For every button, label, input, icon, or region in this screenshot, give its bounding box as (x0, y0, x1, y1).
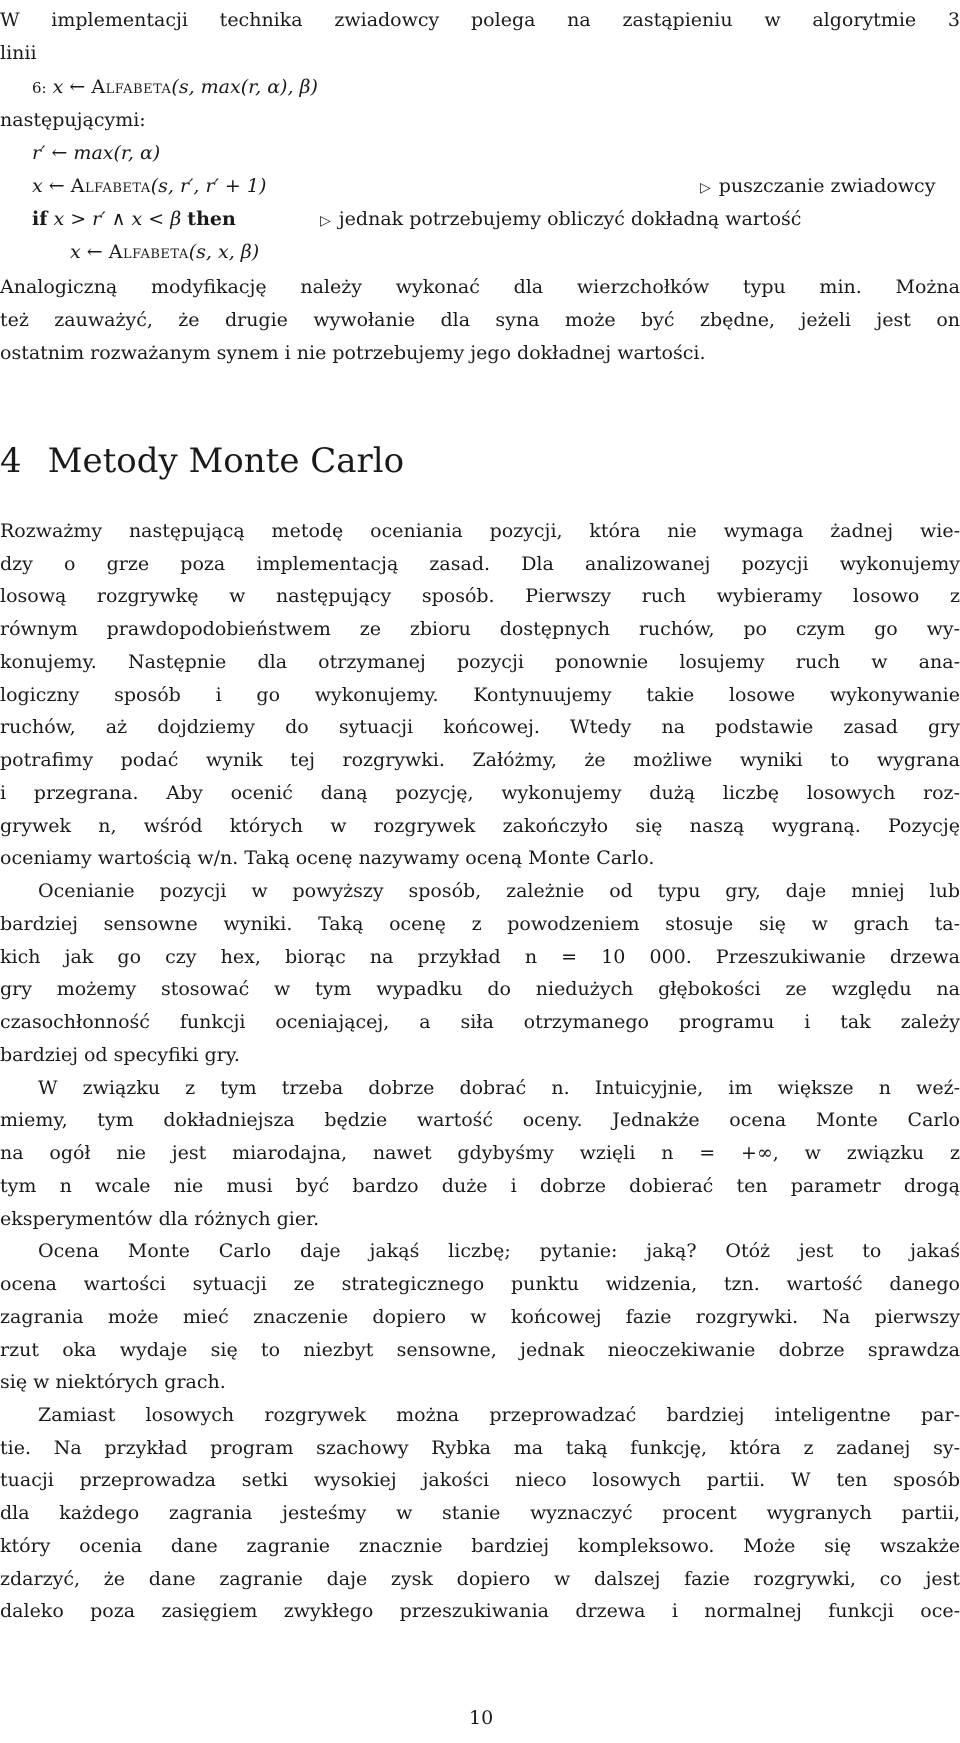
intro-line-1: W implementacji technika zwiadowcy polega na zastąpieniu w algorytmie 3 (0, 9, 960, 31)
code-args: (s, max(r, α), β) (171, 76, 318, 98)
page-number: 10 (469, 1707, 494, 1729)
body-line: kich jak go czy hex, biorąc na przykład n = 10 000. Przeszukiwanie drzewa (0, 945, 960, 968)
body-line: tym n wcale nie musi być bardzo duże i dobrze dobierać ten parametr drogą (0, 1174, 960, 1197)
body-line: czasochłonność funkcji oceniającej, a siła otrzymanego programu i tak zależy (0, 1011, 960, 1034)
body-line: logiczny sposób i go wykonujemy. Kontynuujemy takie losowe wykonywanie (0, 683, 960, 706)
body-line: bardziej od specyfiki gry. (0, 1043, 240, 1066)
body-line: eksperymentów dla różnych gier. (0, 1207, 320, 1230)
assign-arrow: ← (69, 76, 86, 98)
code-args: (s, r′, r′ + 1) (150, 175, 267, 197)
comment-text: puszczanie zwiadowcy (718, 175, 936, 197)
intro-line-2: linii (0, 42, 37, 64)
paragraph-line: ostatnim rozważanym synem i nie potrzebujemy jego dokładnej wartości. (0, 342, 706, 364)
code-function-name: Alfabeta (108, 241, 189, 263)
body-line: konujemy. Następnie dla otrzymanej pozycji ponownie losujemy ruch w ana- (0, 650, 960, 673)
code-var: x (32, 175, 43, 197)
code-args: (s, x, β) (188, 241, 260, 263)
code-original-line (32, 75, 318, 100)
body-line: i przegrana. Aby ocenić daną pozycję, wykonujemy dużą liczbę losowych roz- (0, 781, 960, 804)
code-condition: x > r′ ∧ x < β (53, 208, 182, 230)
body-line: potrafimy podać wynik tej rozgrywki. Załóżmy, że możliwe wyniki to wygrana (0, 749, 960, 772)
body-line: Zamiast losowych rozgrywek można przeprowadzać bardziej inteligentne par- (38, 1403, 960, 1426)
assign-arrow: ← (51, 142, 68, 164)
body-line: miemy, tym dokładniejsza będzie wartość oceny. Jednakże ocena Monte Carlo (0, 1109, 960, 1132)
body-line: się w niektórych grach. (0, 1371, 226, 1394)
keyword-then: then (187, 208, 236, 230)
body-line: Ocenianie pozycji w powyższy sposób, zależnie od typu gry, daje mniej lub (38, 880, 960, 903)
body-line: bardziej sensowne wyniki. Taką ocenę z powodzeniem stosuje się w grach ta- (0, 912, 960, 935)
paragraph-line: Analogiczną modyfikację należy wykonać dla wierzchołków typu min. Można (0, 276, 960, 298)
body-line: dla każdego zagrania jesteśmy w stanie wyznaczyć procent wygranych partii, (0, 1502, 960, 1525)
body-line: zagrania może mieć znaczenie dopiero w końcowej fazie rozgrywki. Na pierwszy (0, 1305, 960, 1328)
body-line: gry możemy stosować w tym wypadku do niedużych głębokości ze względu na (0, 978, 960, 1001)
body-line: ruchów, aż dojdziemy do sytuacji końcowej. Wtedy na podstawie zasad gry (0, 716, 960, 739)
paragraph-line: też zauważyć, że drugie wywołanie dla syna może być zbędne, jeżeli jest on (0, 309, 960, 331)
section-heading (0, 440, 404, 482)
comment-text: jednak potrzebujemy obliczyć dokładną wartość (338, 208, 802, 230)
code-var: x (70, 241, 81, 263)
assign-arrow: ← (48, 175, 65, 197)
body-line: W związku z tym trzeba dobrze dobrać n. Intuicyjnie, im większe n weź- (38, 1076, 960, 1099)
keyword-if: if (32, 208, 48, 230)
code-var: x (52, 76, 64, 98)
body-line: losową rozgrywkę w następujący sposób. Pierwszy ruch wybieramy losowo z (0, 585, 960, 608)
code-function-name: Alfabeta (91, 76, 172, 98)
body-line: daleko poza zasięgiem zwykłego przeszukiwania drzewa i normalnej funkcji oce- (0, 1600, 960, 1623)
comment-triangle-icon: ▷ (320, 213, 331, 229)
code-line-3 (32, 207, 236, 231)
intro-after-code: następującymi: (0, 109, 146, 131)
code-comment-1 (700, 174, 935, 200)
body-line: tie. Na przykład program szachowy Rybka ma taką funkcję, która z zadanej sy- (0, 1436, 960, 1459)
code-expr: max(r, α) (73, 142, 161, 164)
body-line: równym prawdopodobieństwem ze zbioru dostępnych ruchów, po czym go wy- (0, 618, 960, 641)
body-line: Ocena Monte Carlo daje jakąś liczbę; pytanie: jaką? Otóż jest to jakaś (38, 1240, 960, 1263)
code-function-name: Alfabeta (70, 175, 151, 197)
code-var: r′ (32, 142, 46, 164)
assign-arrow: ← (86, 241, 103, 263)
code-line-1 (32, 141, 160, 165)
section-title: Metody Monte Carlo (47, 441, 405, 481)
code-line-4 (70, 240, 259, 264)
body-line: oceniamy wartością w/n. Taką ocenę nazywamy oceną Monte Carlo. (0, 847, 655, 870)
body-line: Rozważmy następującą metodę oceniania pozycji, która nie wymaga żadnej wie- (0, 520, 960, 542)
code-line-number: 6: (32, 79, 47, 97)
body-line: zdarzyć, że dane zagranie daje zysk dopiero w dalszej fazie rozgrywki, co jest (0, 1567, 960, 1590)
comment-triangle-icon: ▷ (700, 180, 711, 196)
body-line: tuacji przeprowadza setki wysokiej jakości nieco losowych partii. W ten sposób (0, 1469, 960, 1492)
section-number: 4 (0, 441, 22, 481)
code-comment-2 (320, 207, 801, 233)
body-line: ocena wartości sytuacji ze strategicznego punktu widzenia, tzn. wartość danego (0, 1273, 960, 1296)
body-line: który ocenia dane zagranie znacznie bardziej kompleksowo. Może się wszakże (0, 1534, 960, 1557)
body-line: rzut oka wydaje się to niezbyt sensowne, jednak nieoczekiwanie dobrze sprawdza (0, 1338, 960, 1361)
body-line: grywek n, wśród których w rozgrywek zakończyło się naszą wygraną. Pozycję (0, 814, 960, 837)
code-line-2 (32, 174, 266, 198)
body-line: na ogół nie jest miarodajna, nawet gdybyśmy wzięli n = +∞, w związku z (0, 1142, 960, 1165)
body-line: dzy o grze poza implementacją zasad. Dla analizowanej pozycji wykonujemy (0, 552, 960, 575)
